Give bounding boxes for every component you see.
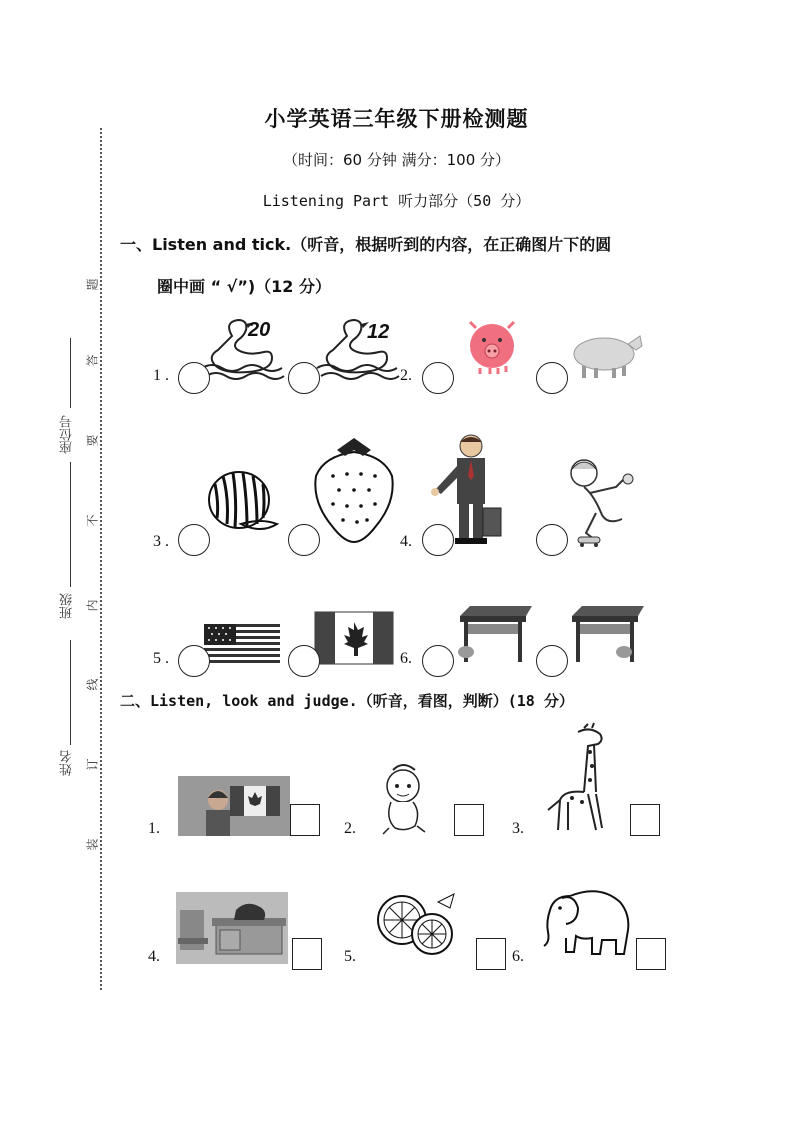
answer-circle[interactable] xyxy=(178,524,210,556)
answer-box[interactable] xyxy=(636,938,666,970)
answer-circle[interactable] xyxy=(536,362,568,394)
answer-box[interactable] xyxy=(290,804,320,836)
item-number: 5. xyxy=(344,948,356,965)
elephant-icon xyxy=(540,884,632,962)
section2-heading: 二、Listen, look and judge.（听音，看图，判断）(18 分） xyxy=(120,692,574,710)
item-number: 1. xyxy=(148,820,160,837)
page-title: 小学英语三年级下册检测题 xyxy=(264,107,529,131)
item-number: 1 . xyxy=(153,367,169,384)
answer-circle[interactable] xyxy=(178,362,210,394)
item-number: 6. xyxy=(512,948,524,965)
item-number: 2. xyxy=(344,820,356,837)
desk-icon xyxy=(456,604,536,664)
canada-flag-icon xyxy=(315,612,393,664)
notice-char: 不 xyxy=(85,514,100,527)
answer-box[interactable] xyxy=(630,804,660,836)
notice-char: 装 xyxy=(85,838,100,851)
part-heading: Listening Part 听力部分（50 分） xyxy=(262,192,531,210)
seat-number-blank xyxy=(70,338,71,408)
section1-heading-line1: 一、Listen and tick.（听音，根据听到的内容，在正确图片下的圆 xyxy=(120,235,612,254)
giraffe-icon xyxy=(538,722,618,834)
notice-char: 订 xyxy=(85,758,100,771)
exam-info: （时间：60 分钟 满分：100 分） xyxy=(282,151,511,169)
class-label: 班级 xyxy=(60,593,75,619)
pig-icon xyxy=(568,328,644,380)
notice-char: 要 xyxy=(85,434,100,447)
item-number: 5 . xyxy=(153,650,169,667)
notice-char: 答 xyxy=(85,354,100,367)
office-icon xyxy=(176,892,288,964)
answer-circle[interactable] xyxy=(288,645,320,677)
notice-char: 内 xyxy=(85,599,100,612)
answer-circle[interactable] xyxy=(288,362,320,394)
svg-text:12: 12 xyxy=(367,321,390,343)
answer-circle[interactable] xyxy=(288,524,320,556)
seat-number-label: 座位号 xyxy=(60,415,75,454)
section1-heading-line2: 圈中画 “ √”)（12 分） xyxy=(157,277,331,296)
answer-box[interactable] xyxy=(454,804,484,836)
item-number: 4. xyxy=(400,533,412,550)
item-number: 3. xyxy=(512,820,524,837)
name-blank xyxy=(70,640,71,745)
duck-20-icon xyxy=(202,318,282,383)
answer-box[interactable] xyxy=(292,938,322,970)
notice-char: 题 xyxy=(85,278,100,291)
answer-circle[interactable] xyxy=(422,362,454,394)
answer-circle[interactable] xyxy=(536,524,568,556)
pig-red-icon xyxy=(462,318,522,374)
item-number: 3 . xyxy=(153,533,169,550)
watermelon-icon xyxy=(205,470,280,540)
baby-icon xyxy=(375,762,435,837)
item-number: 6. xyxy=(400,650,412,667)
skater-icon xyxy=(560,455,646,547)
usa-flag-icon xyxy=(204,624,280,664)
answer-box[interactable] xyxy=(476,938,506,970)
duck-12-icon xyxy=(317,318,397,383)
item-number: 2. xyxy=(400,367,412,384)
girl-canada-flag-icon xyxy=(178,776,290,836)
item-number: 4. xyxy=(148,948,160,965)
orange-slices-icon xyxy=(376,890,464,962)
binding-dotted-line xyxy=(100,128,102,990)
answer-circle[interactable] xyxy=(422,645,454,677)
desk-icon xyxy=(568,604,648,664)
svg-text:20: 20 xyxy=(248,319,271,341)
answer-circle[interactable] xyxy=(536,645,568,677)
strawberry-icon xyxy=(313,436,395,544)
answer-circle[interactable] xyxy=(178,645,210,677)
notice-char: 线 xyxy=(85,678,100,691)
class-blank xyxy=(70,462,71,587)
answer-circle[interactable] xyxy=(422,524,454,556)
name-label: 姓名 xyxy=(60,750,75,776)
